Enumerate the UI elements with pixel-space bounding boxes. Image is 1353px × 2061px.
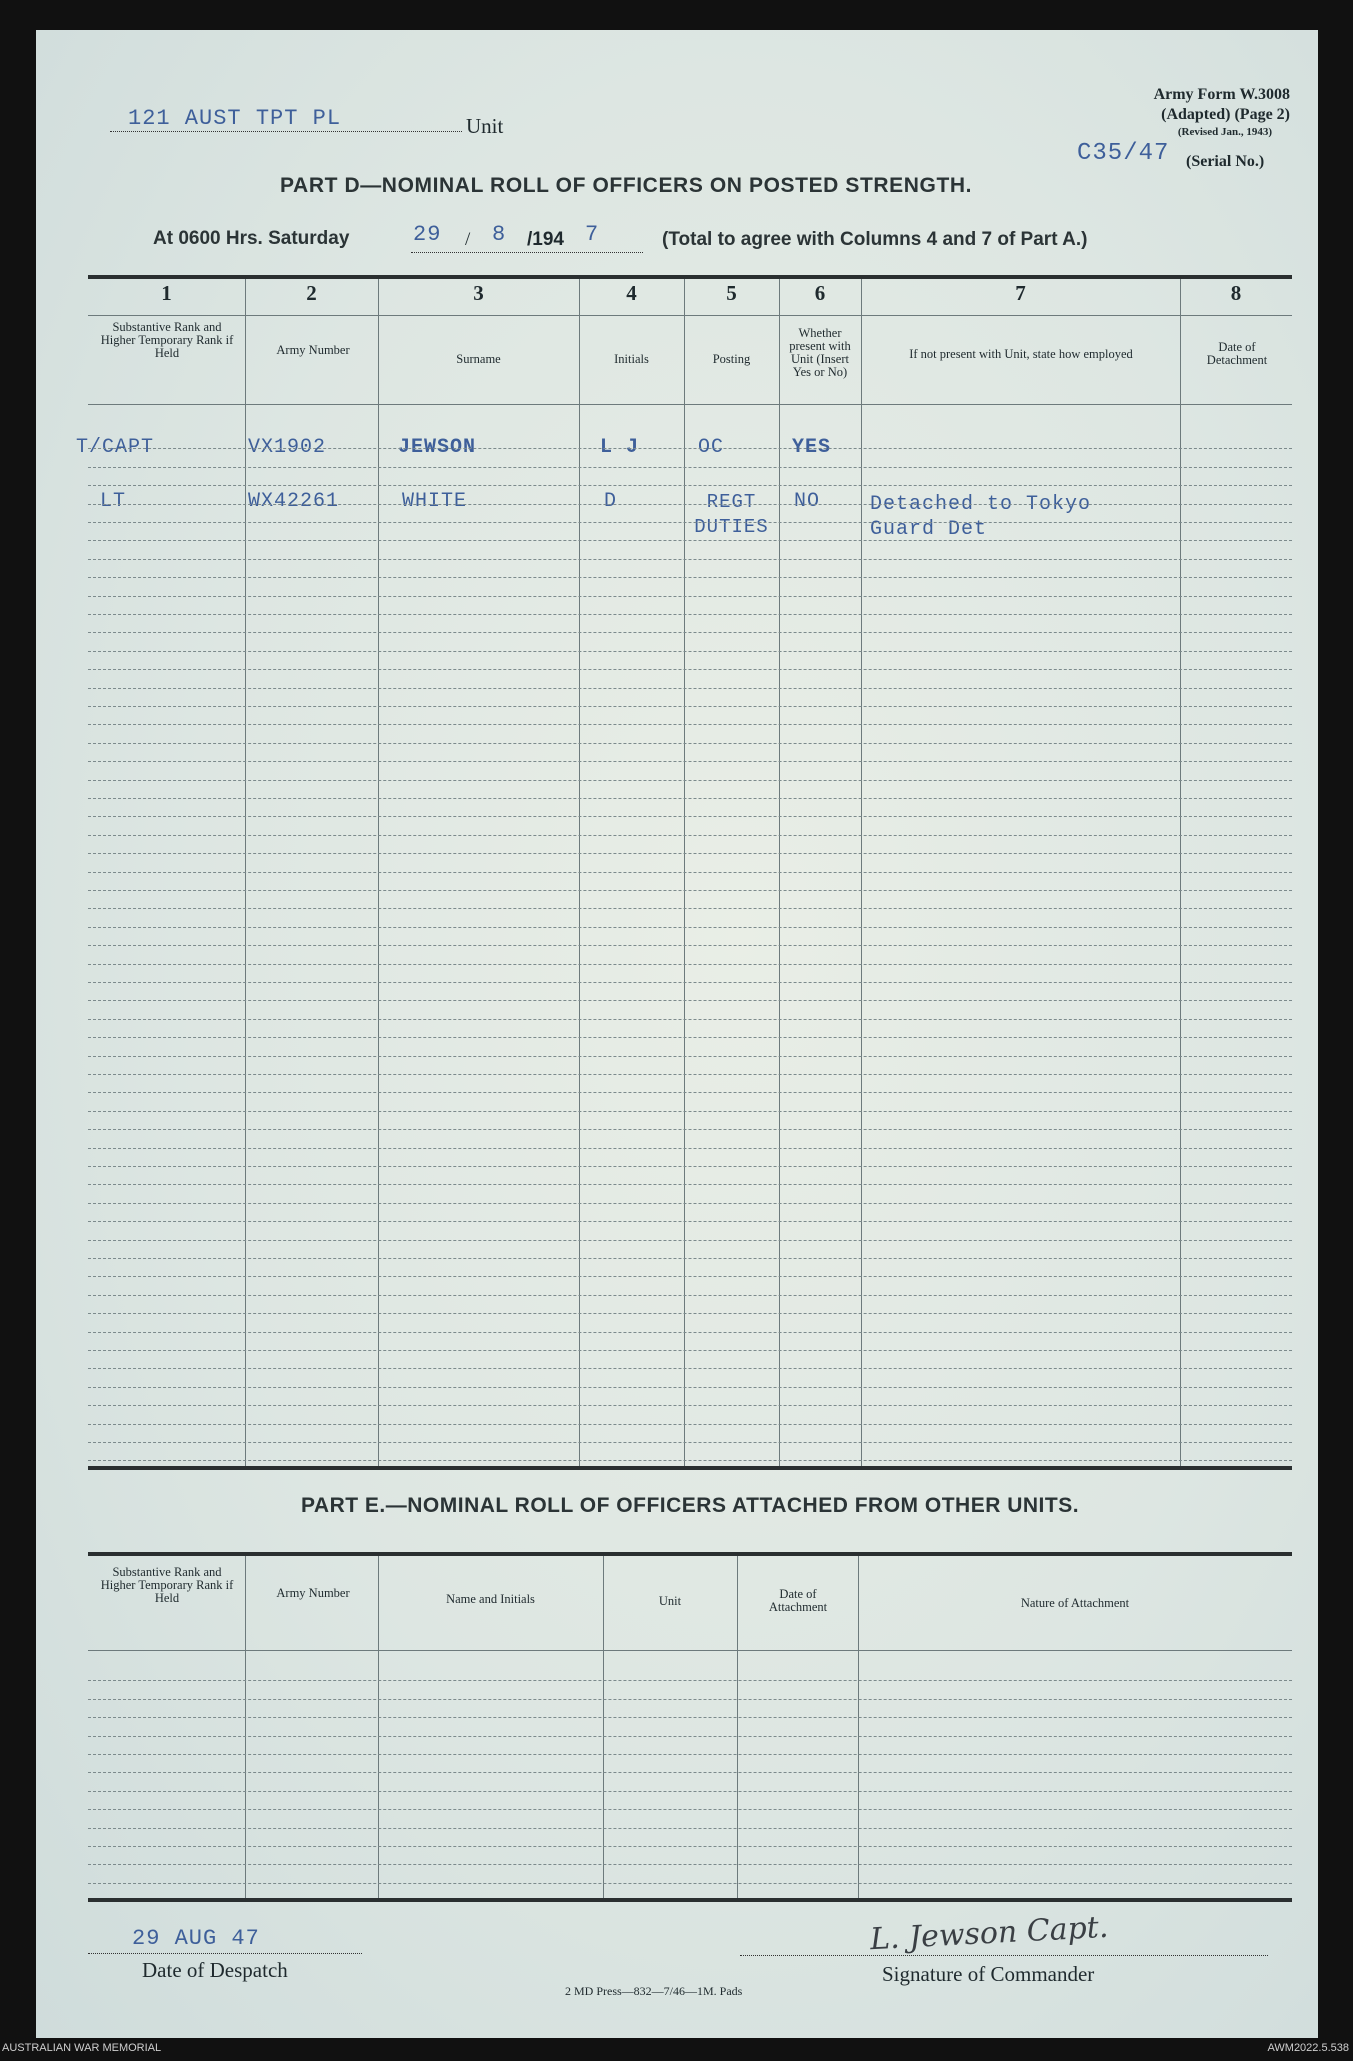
- ruled-line: [88, 1221, 1292, 1222]
- ruled-line: [88, 540, 1292, 541]
- part-e-bottom-rule: [88, 1898, 1292, 1902]
- date-prefix: At 0600 Hrs. Saturday: [153, 228, 350, 249]
- ruled-line: [88, 743, 1292, 744]
- e-col-header-attachment-date: Date of Attachment: [768, 1587, 828, 1614]
- ruled-line: [88, 1772, 1292, 1773]
- col-num-3: 3: [473, 281, 484, 305]
- ruled-line: [88, 1074, 1292, 1075]
- ruled-line: [88, 1056, 1292, 1057]
- ruled-line: [88, 1883, 1292, 1884]
- part-e-top-rule: [88, 1552, 1292, 1556]
- col-num-4: 4: [626, 281, 637, 305]
- ruled-line: [88, 1148, 1292, 1149]
- ruled-line: [88, 504, 1292, 505]
- col-header-employed: If not present with Unit, state how employed: [909, 347, 1133, 361]
- col-num-8: 8: [1230, 281, 1242, 305]
- ruled-line: [88, 1442, 1292, 1443]
- row1-posting: OC: [698, 436, 725, 459]
- ruled-line: [88, 467, 1292, 468]
- unit-value: 121 AUST TPT PL: [128, 106, 342, 131]
- unit-label: Unit: [466, 114, 504, 138]
- ruled-line: [88, 1166, 1292, 1167]
- ruled-line: [88, 1313, 1292, 1314]
- unit-dotted-line: [110, 131, 462, 132]
- row1-rank: T/CAPT: [76, 436, 155, 459]
- despatch-label: Date of Despatch: [142, 1958, 288, 1982]
- ruled-line: [88, 596, 1292, 597]
- ruled-line: [88, 485, 1292, 486]
- ruled-line: [88, 1699, 1292, 1700]
- date-dotted-line: [411, 252, 643, 253]
- ruled-line: [88, 1809, 1292, 1810]
- serial-value: C35/47: [1077, 140, 1170, 167]
- ruled-line: [88, 1387, 1292, 1388]
- ruled-line: [88, 1736, 1292, 1737]
- ruled-line: [88, 1240, 1292, 1241]
- col-header-rank: Substantive Rank and Higher Temporary Rank if Held: [100, 320, 234, 360]
- ruled-line: [88, 1092, 1292, 1093]
- e-col-header-name: Name and Initials: [446, 1592, 535, 1606]
- date-month: 8: [492, 222, 507, 247]
- part-d-title: PART D—NOMINAL ROLL OF OFFICERS ON POSTED STRENGTH.: [280, 174, 973, 197]
- ruled-line: [88, 724, 1292, 725]
- archive-right-label: AWM2022.5.538: [1267, 2042, 1349, 2054]
- ruled-line: [88, 964, 1292, 965]
- ruled-line: [88, 559, 1292, 560]
- ruled-line: [88, 982, 1292, 983]
- col-num-1: 1: [161, 281, 172, 305]
- ruled-line: [88, 448, 1292, 449]
- part-e-header-rule: [88, 1650, 1292, 1651]
- ruled-line: [88, 1332, 1292, 1333]
- ruled-line: [88, 1184, 1292, 1185]
- ruled-line: [88, 706, 1292, 707]
- ruled-line: [88, 1828, 1292, 1829]
- row1-surname: JEWSON: [398, 436, 477, 459]
- ruled-line: [88, 1864, 1292, 1865]
- ruled-line: [88, 1424, 1292, 1425]
- serial-label: (Serial No.): [1186, 153, 1265, 170]
- col-header-present: Whether present with Unit (Insert Yes or No): [789, 326, 851, 379]
- ruled-line: [88, 1295, 1292, 1296]
- date-year-prefix: /194: [527, 229, 564, 250]
- date-sep-1: /: [465, 229, 471, 250]
- form-id: Army Form W.3008: [1153, 86, 1290, 103]
- ruled-line: [88, 577, 1292, 578]
- ruled-line: [88, 872, 1292, 873]
- ruled-line: [88, 816, 1292, 817]
- ruled-line: [88, 1111, 1292, 1112]
- row2-surname: WHITE: [402, 490, 468, 513]
- ruled-line: [88, 1037, 1292, 1038]
- e-col-header-army-number: Army Number: [276, 1586, 350, 1600]
- form-revised: (Revised Jan., 1943): [1177, 126, 1272, 138]
- e-col-header-rank: Substantive Rank and Higher Temporary Rank if Held: [100, 1565, 234, 1605]
- e-col-header-nature: Nature of Attachment: [1020, 1596, 1130, 1610]
- ruled-line: [88, 1019, 1292, 1020]
- row1-initials: L J: [600, 436, 640, 459]
- ruled-line: [88, 614, 1292, 615]
- ruled-line: [88, 651, 1292, 652]
- ruled-line: [88, 1460, 1292, 1461]
- ruled-line: [88, 1000, 1292, 1001]
- row1-army-number: VX1902: [248, 436, 327, 459]
- row1-present: YES: [792, 436, 832, 459]
- form-adapted: (Adapted) (Page 2): [1161, 106, 1290, 123]
- ruled-line: [88, 1258, 1292, 1259]
- ruled-line: [88, 780, 1292, 781]
- row2-army-number: WX42261: [248, 490, 340, 513]
- e-col-header-unit: Unit: [658, 1594, 682, 1608]
- ruled-line: [88, 1405, 1292, 1406]
- col-header-surname: Surname: [456, 352, 501, 366]
- signature-dotted-line: [740, 1955, 1268, 1956]
- date-year-digit: 7: [585, 222, 600, 247]
- row2-posting: REGT DUTIES: [694, 491, 769, 538]
- row2-present: NO: [794, 490, 821, 513]
- ruled-line: [88, 669, 1292, 670]
- ruled-line: [88, 1129, 1292, 1130]
- part-e-ruled-lines: [88, 1662, 1292, 1898]
- ruled-line: [88, 1368, 1292, 1369]
- part-e-title: PART E.—NOMINAL ROLL OF OFFICERS ATTACHED FROM OTHER UNITS.: [300, 1494, 1080, 1517]
- col-header-detachment: Date of Detachment: [1206, 340, 1268, 367]
- ruled-line: [88, 1276, 1292, 1277]
- ruled-line: [88, 908, 1292, 909]
- ruled-line: [88, 1203, 1292, 1204]
- ruled-line: [88, 890, 1292, 891]
- date-suffix: (Total to agree with Columns 4 and 7 of Part A.): [662, 229, 1088, 250]
- col-header-initials: Initials: [614, 352, 649, 366]
- date-day: 29: [413, 222, 442, 247]
- signature-label: Signature of Commander: [882, 1962, 1095, 1986]
- ruled-line: [88, 1350, 1292, 1351]
- row2-initials: D: [604, 490, 618, 513]
- part-d-bottom-rule: [88, 1466, 1292, 1470]
- despatch-date-value: 29 AUG 47: [132, 1926, 260, 1951]
- col-header-posting: Posting: [712, 352, 751, 366]
- ruled-line: [88, 835, 1292, 836]
- ruled-line: [88, 945, 1292, 946]
- ruled-line: [88, 1846, 1292, 1847]
- col-num-2: 2: [306, 281, 317, 305]
- col-num-6: 6: [814, 281, 826, 305]
- ruled-line: [88, 632, 1292, 633]
- col-header-army-number: Army Number: [276, 343, 350, 357]
- part-d-top-rule: [88, 275, 1292, 279]
- ruled-line: [88, 853, 1292, 854]
- ruled-line: [88, 1680, 1292, 1681]
- part-d-ruled-lines: [88, 430, 1292, 1466]
- part-d-number-rule: [88, 315, 1292, 316]
- ruled-line: [88, 1717, 1292, 1718]
- ruled-line: [88, 798, 1292, 799]
- part-d-header-rule: [88, 404, 1292, 405]
- col-num-7: 7: [1015, 281, 1026, 305]
- row2-rank: LT: [100, 490, 127, 513]
- archive-left-label: AUSTRALIAN WAR MEMORIAL: [2, 2042, 162, 2054]
- despatch-dotted-line: [88, 1953, 362, 1954]
- commander-signature: L. Jewson Capt.: [869, 1909, 1110, 1958]
- ruled-line: [88, 1754, 1292, 1755]
- ruled-line: [88, 761, 1292, 762]
- col-num-5: 5: [726, 281, 737, 305]
- row2-employed: Detached to Tokyo Guard Det: [870, 493, 1092, 541]
- ruled-line: [88, 522, 1292, 523]
- ruled-line: [88, 927, 1292, 928]
- archive-strip: [0, 2038, 1353, 2061]
- press-note: 2 MD Press—832—7/46—1M. Pads: [565, 1984, 743, 1998]
- ruled-line: [88, 688, 1292, 689]
- ruled-line: [88, 1791, 1292, 1792]
